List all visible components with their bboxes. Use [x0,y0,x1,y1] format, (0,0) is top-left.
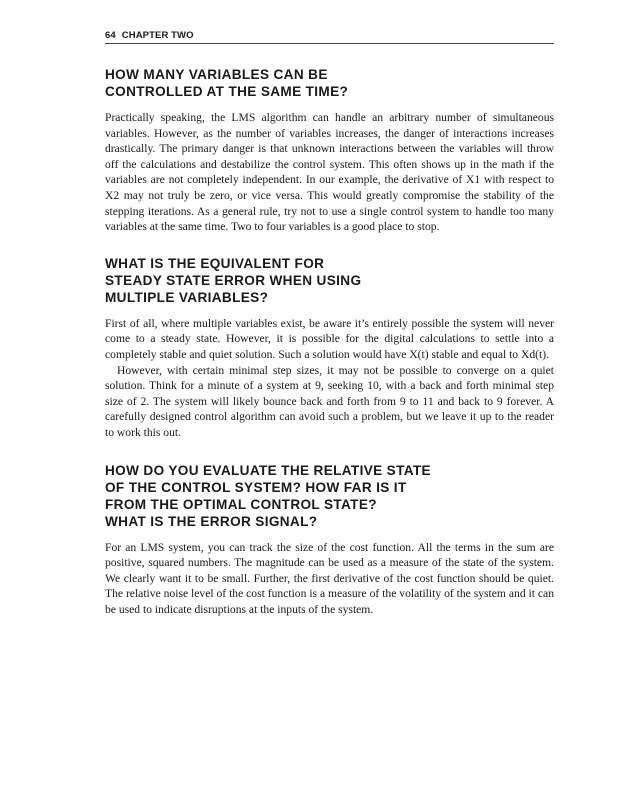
heading-line: HOW DO YOU EVALUATE THE RELATIVE STATE [105,462,431,478]
section-heading [105,66,554,100]
body-paragraph: Practically speaking, the LMS algorithm can handle an arbitrary number of simultaneous variables. However, as the number of variables increases, the danger of interactions increases drastically. The primary danger is that unknown interactions between the variables will throw off the calculations and destabilize the control system. This often shows up in the math if the variables are not completely independent. In our example, the derivative of X1 with respect to X2 may not truly be zero, or vice versa. This would greatly compromise the stability of the stepping iterations. As a general rule, try not to use a single control system to handle too many variables at the same time. Two to four variables is a good place to stop. [105,111,554,234]
heading-line: MULTIPLE VARIABLES? [105,289,269,305]
running-head [105,30,554,44]
heading-line: WHAT IS THE ERROR SIGNAL? [105,513,318,529]
body-paragraph: First of all, where multiple variables exist, be aware it’s entirely possible the system will never come to a steady state. However, it is possible for the digital calculations to settle into a completely stable and quiet solution. Such a solution would have X(t) stable and equal to Xd(t). [105,316,554,361]
section-steady-state-error [105,255,554,441]
section-heading [105,255,554,306]
heading-line: CONTROLLED AT THE SAME TIME? [105,84,349,99]
section-heading [105,462,554,530]
book-page [105,30,554,617]
section-error-signal [105,462,554,618]
heading-line: STEADY STATE ERROR WHEN USING [105,272,362,288]
heading-line: FROM THE OPTIMAL CONTROL STATE? [105,496,377,512]
heading-line: OF THE CONTROL SYSTEM? HOW FAR IS IT [105,479,407,495]
section-how-many-variables [105,66,554,235]
chapter-label: CHAPTER TWO [121,30,194,41]
body-paragraph: However, with certain minimal step sizes, it may not be possible to converge on a quiet solution. Think for a minute of a system at 9, seeking 10, with a back and forth minimal step size of 2. The system will likely bounce back and forth from 9 to 11 and back to 9 forever. A carefully designed control algorithm can avoid such a problem, but we leave it up to the reader to work this out. [105,363,554,439]
page-number: 64 [105,30,116,41]
body-paragraph: For an LMS system, you can track the size of the cost function. All the terms in the sum are positive, squared numbers. The magnitude can be used as a measure of the state of the system. We clearly want it to be small. Further, the first derivative of the cost function should be quiet. The relative noise level of the cost function is a measure of the volatility of the system and it can be used to indicate disruptions at the inputs of the system. [105,540,554,616]
heading-line: WHAT IS THE EQUIVALENT FOR [105,255,325,271]
heading-line: HOW MANY VARIABLES CAN BE [105,67,328,82]
